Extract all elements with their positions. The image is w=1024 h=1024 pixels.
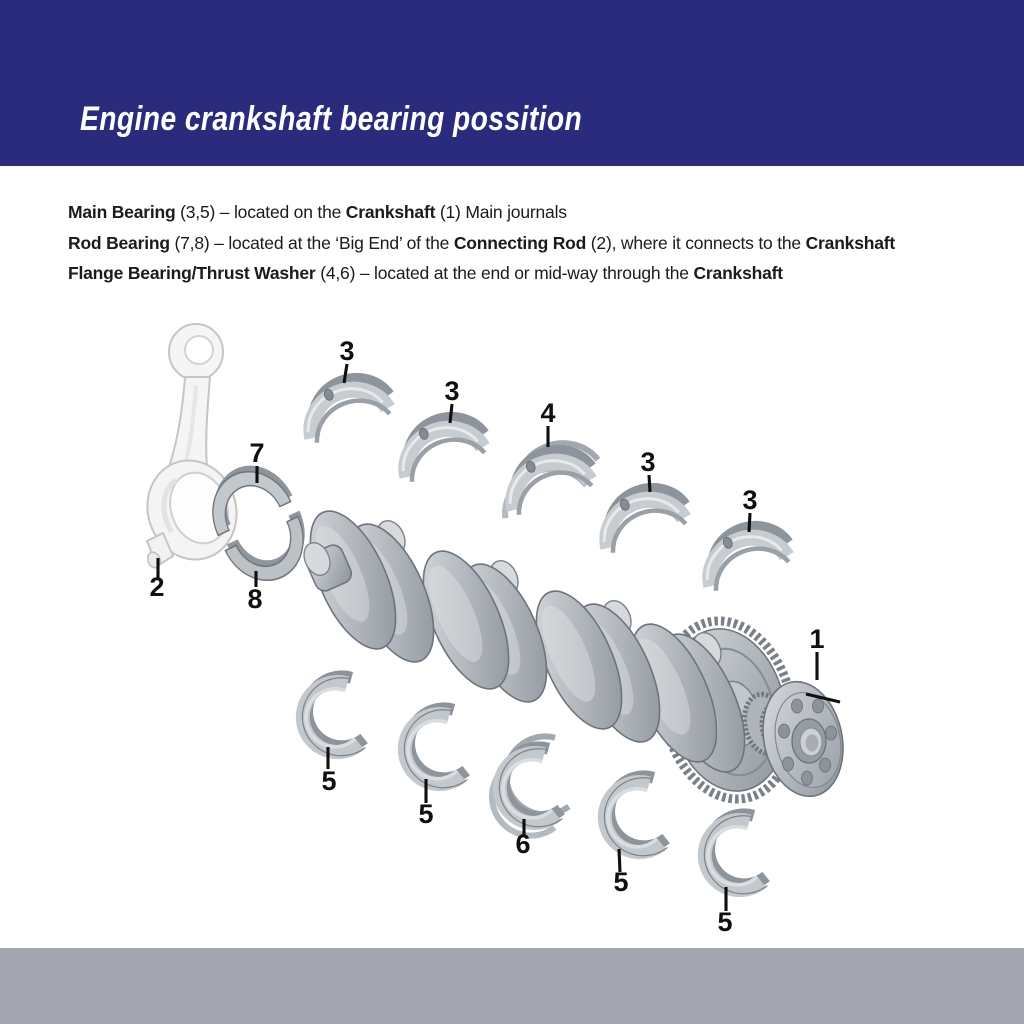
main-bearing-lower-shell-2 bbox=[399, 706, 468, 793]
main-bearing-lower-shell-1 bbox=[297, 674, 366, 761]
main-bearing-upper-shell-2 bbox=[392, 409, 490, 483]
description-segment: (7,8) – located at the ‘Big End’ of the bbox=[169, 232, 454, 253]
description-segment: Crankshaft bbox=[345, 202, 436, 222]
main-bearing-lower-shell-3 bbox=[599, 774, 668, 861]
main-bearing-lower-label-2: 5 bbox=[418, 799, 434, 829]
main-bearing-upper-label-4: 3 bbox=[742, 485, 758, 515]
thrust-washer-lower-label: 6 bbox=[515, 829, 531, 859]
main-bearing-upper-label-2-leader bbox=[450, 404, 452, 423]
main-bearing-upper-shell-3 bbox=[593, 480, 691, 554]
flange-bolt-hole bbox=[826, 726, 837, 740]
description-segment: Crankshaft bbox=[693, 263, 783, 283]
rod-bearing-lower-label: 8 bbox=[247, 584, 263, 614]
rod-small-end-bore bbox=[185, 336, 213, 364]
flange-bolt-hole bbox=[779, 724, 790, 738]
main-bearing-lower-shell-4 bbox=[699, 812, 768, 899]
flange-bolt-hole bbox=[792, 699, 803, 713]
flange-bearing-upper-label: 4 bbox=[540, 398, 556, 428]
description-segment: (4,6) – located at the end or mid-way through the bbox=[315, 263, 694, 283]
description-segment: (3,5) – located on the bbox=[175, 202, 346, 222]
description-segment: (2), where it connects to the bbox=[586, 232, 806, 253]
main-bearing-upper-shell-4 bbox=[696, 518, 794, 592]
main-bearing-lower-label-1: 5 bbox=[321, 766, 337, 796]
description-segment: Flange Bearing/Thrust Washer bbox=[68, 263, 316, 283]
main-bearing-upper-shell-1 bbox=[297, 370, 395, 444]
description-segment: Rod Bearing bbox=[68, 232, 170, 253]
footer-band bbox=[0, 948, 1024, 1024]
description-segment: Connecting Rod bbox=[453, 232, 587, 253]
crankshaft-label: 1 bbox=[809, 624, 825, 654]
description-segment: Main Bearing bbox=[68, 202, 176, 222]
main-bearing-upper-label-3-leader bbox=[649, 475, 650, 492]
flange-bolt-hole bbox=[813, 699, 824, 713]
flange-bolt-hole bbox=[820, 758, 831, 772]
flange-bolt-hole bbox=[783, 757, 794, 771]
description-segment: (1) Main journals bbox=[435, 202, 567, 222]
rod-bearing-upper-label: 7 bbox=[249, 438, 265, 468]
main-bearing-upper-label-4-leader bbox=[749, 513, 750, 532]
main-bearing-upper-label-3: 3 bbox=[640, 447, 656, 477]
main-bearing-lower-label-4: 5 bbox=[717, 907, 733, 937]
connecting-rod bbox=[135, 324, 250, 571]
page-title: Engine crankshaft bearing possition bbox=[80, 100, 583, 138]
flange-bolt-hole bbox=[802, 771, 813, 785]
description-segment: Crankshaft bbox=[805, 232, 896, 253]
main-bearing-upper-label-1: 3 bbox=[339, 336, 355, 366]
main-bearing-upper-label-2: 3 bbox=[444, 376, 460, 406]
thrust-washer-lower-shell bbox=[484, 734, 572, 841]
main-bearing-lower-label-3: 5 bbox=[613, 867, 629, 897]
connecting-rod-label: 2 bbox=[149, 572, 165, 602]
